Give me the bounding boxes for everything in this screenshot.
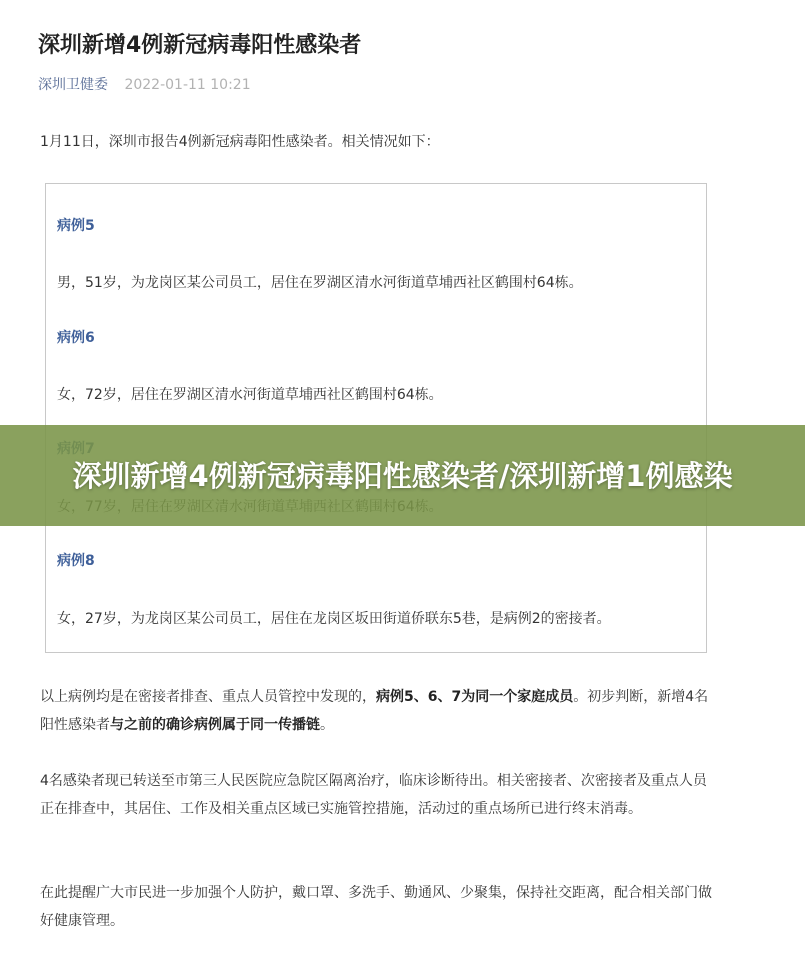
summary-paragraph [40, 683, 720, 739]
case-description: 男，51岁，为龙岗区某公司员工，居住在罗湖区清水河街道草埔西社区鹤围村64栋。 [57, 275, 583, 291]
article-title: 深圳新增4例新冠病毒阳性感染者 [38, 33, 362, 58]
article-datetime: 2022-01-11 10:21 [124, 77, 251, 93]
article-intro: 1月11日，深圳市报告4例新冠病毒阳性感染者。相关情况如下： [40, 134, 440, 150]
case-description: 女，72岁，居住在罗湖区清水河街道草埔西社区鹤围村64栋。 [57, 387, 443, 403]
treatment-paragraph: 4名感染者现已转送至市第三人民医院应急院区隔离治疗，临床诊断待出。相关密接者、次密接者及重点人员正在排查中，其居住、工作及相关重点区域已实施管控措施，活动过的重点场所已进行终末消毒。 [40, 773, 707, 817]
case-description: 女，27岁，为龙岗区某公司员工，居住在龙岗区坂田街道侨联东5巷，是病例2的密接者。 [57, 611, 611, 627]
case-title: 病例5 [57, 218, 95, 234]
article-source-link[interactable]: 深圳卫健委 [38, 77, 108, 93]
summary-text: 。初步判断，新增4名阳性感染者 [40, 689, 709, 733]
title-overlay-banner [0, 425, 805, 526]
reminder-paragraph: 在此提醒广大市民进一步加强个人防护，戴口罩、多洗手、勤通风、少聚集，保持社交距离，配合相关部门做好健康管理。 [40, 885, 712, 929]
case-title: 病例8 [57, 553, 95, 569]
summary-highlight: 与之前的确诊病例属于同一传播链 [110, 717, 320, 733]
banner-title: 深圳新增4例新冠病毒阳性感染者/深圳新增1例感染 [72, 458, 733, 493]
summary-text: 以上病例均是在密接者排查、重点人员管控中发现的， [40, 689, 376, 705]
summary-highlight: 病例5、6、7为同一个家庭成员 [376, 689, 574, 705]
article-meta [38, 75, 251, 95]
case-list-box [45, 183, 707, 653]
summary-text: 。 [320, 717, 334, 733]
case-title: 病例6 [57, 330, 95, 346]
